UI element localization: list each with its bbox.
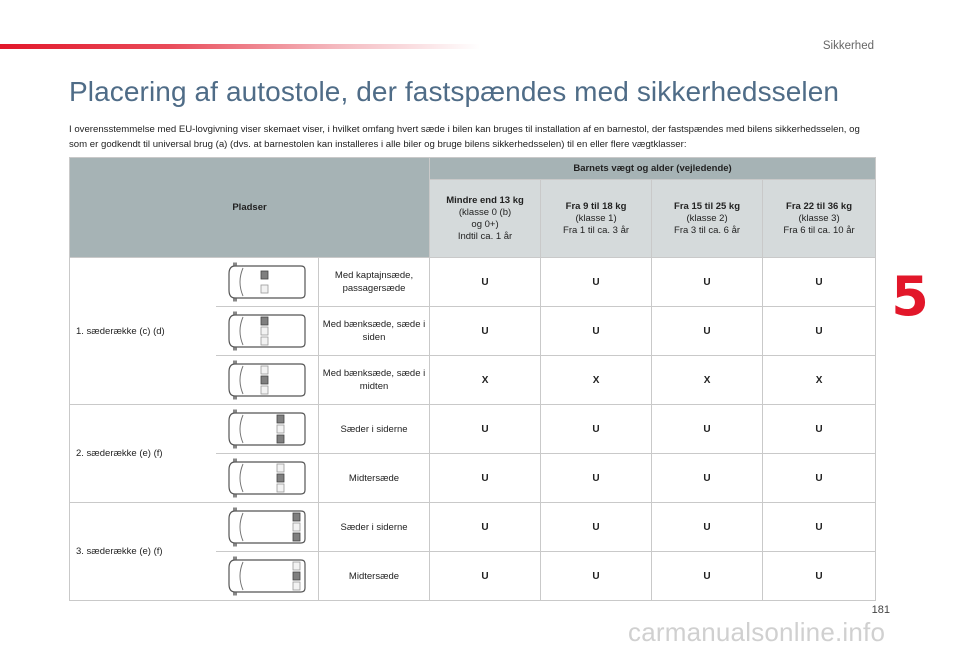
weight-class-header — [430, 180, 541, 258]
weight-class-detail: Indtil ca. 1 år — [457, 230, 513, 242]
seat-position: Sæder i siderne — [319, 405, 430, 454]
table-row — [70, 503, 876, 552]
page-number: 181 — [871, 604, 890, 616]
suitability-value: U — [430, 258, 541, 307]
car-diagram-cell — [216, 552, 319, 601]
suitability-value: U — [541, 454, 652, 503]
weight-class-range: Mindre end 13 kg — [446, 194, 524, 206]
watermark: carmanualsonline.info — [628, 617, 886, 647]
car-row1-bench-middle-icon — [227, 360, 307, 400]
suitability-value: U — [430, 552, 541, 601]
seat-row-label: 1. sæderække (c) (d) — [70, 258, 216, 405]
weight-class-range: Fra 9 til 18 kg — [565, 200, 627, 212]
weight-class-detail: Fra 3 til ca. 6 år — [674, 224, 741, 236]
page-title: Placering af autostole, der fastspændes med sikkerhedsselen — [69, 76, 840, 107]
car-row2-middle-icon — [227, 458, 307, 498]
weight-class-detail: Fra 6 til ca. 10 år — [783, 224, 855, 236]
suitability-value: U — [541, 552, 652, 601]
seat-position: Sæder i siderne — [319, 503, 430, 552]
suitability-value: U — [763, 307, 876, 356]
header-accent-bar — [0, 44, 480, 49]
weight-class-detail: (klasse 3) — [798, 212, 840, 224]
weight-class-detail: (klasse 1) — [575, 212, 617, 224]
weight-class-detail: og 0+) — [471, 218, 499, 230]
seat-position: Med bænksæde, sæde i siden — [319, 307, 430, 356]
car-row2-sides-icon — [227, 409, 307, 449]
car-row1-captain-seat-icon — [227, 262, 307, 302]
suitability-value: U — [652, 405, 763, 454]
suitability-value: U — [652, 454, 763, 503]
suitability-value: U — [541, 405, 652, 454]
seat-row-label: 3. sæderække (e) (f) — [70, 503, 216, 601]
suitability-value: U — [763, 503, 876, 552]
seats-header: Pladser — [70, 158, 430, 258]
weight-class-detail: Fra 1 til ca. 3 år — [563, 224, 630, 236]
seat-position: Med bænksæde, sæde i midten — [319, 356, 430, 405]
car-diagram-cell — [216, 454, 319, 503]
section-title: Sikkerhed — [822, 40, 874, 52]
weight-class-header — [652, 180, 763, 258]
intro-paragraph: I overensstemmelse med EU-lovgivning viser skemaet viser, i hvilket omfang hvert sæde i bilen kan bruges til installation af en barnestol, der fastspændes med bilens sikkerhedsselen, og som er godkendt til universal brug (a) (dvs. at barnestolen kan installeres i alle biler og bruge bilens sikkerhedsselen) til en eller flere vægtklasser: — [69, 124, 860, 150]
seat-position: Med kaptajnsæde, passagersæde — [319, 258, 430, 307]
suitability-value: X — [541, 356, 652, 405]
suitability-value: U — [652, 503, 763, 552]
car-row3-sides-icon — [227, 507, 307, 547]
suitability-value: U — [430, 454, 541, 503]
car-diagram-cell — [216, 307, 319, 356]
car-diagram-cell — [216, 356, 319, 405]
seat-position: Midtersæde — [319, 552, 430, 601]
suitability-value: U — [430, 503, 541, 552]
suitability-value: U — [763, 552, 876, 601]
suitability-value: U — [541, 307, 652, 356]
seat-row-label: 2. sæderække (e) (f) — [70, 405, 216, 503]
weight-class-range: Fra 22 til 36 kg — [786, 200, 853, 212]
suitability-value: U — [541, 258, 652, 307]
suitability-value: U — [652, 307, 763, 356]
car-diagram-cell — [216, 258, 319, 307]
weight-class-header — [541, 180, 652, 258]
suitability-value: X — [763, 356, 876, 405]
car-row3-middle-icon — [227, 556, 307, 596]
table-row — [70, 405, 876, 454]
child-seat-table — [69, 157, 876, 601]
weight-class-detail: (klasse 2) — [686, 212, 728, 224]
suitability-value: U — [763, 258, 876, 307]
table-row — [70, 258, 876, 307]
car-diagram-cell — [216, 405, 319, 454]
suitability-value: U — [763, 405, 876, 454]
suitability-value: X — [430, 356, 541, 405]
seat-position: Midtersæde — [319, 454, 430, 503]
weight-class-range: Fra 15 til 25 kg — [674, 200, 741, 212]
suitability-value: U — [652, 552, 763, 601]
chapter-number: 5 — [891, 265, 929, 328]
suitability-value: U — [763, 454, 876, 503]
suitability-value: U — [652, 258, 763, 307]
weight-class-detail: (klasse 0 (b) — [458, 206, 512, 218]
suitability-value: X — [652, 356, 763, 405]
weight-age-header: Barnets vægt og alder (vejledende) — [430, 158, 876, 180]
car-diagram-cell — [216, 503, 319, 552]
suitability-value: U — [430, 307, 541, 356]
suitability-value: U — [430, 405, 541, 454]
weight-class-header — [763, 180, 876, 258]
suitability-value: U — [541, 503, 652, 552]
car-row1-bench-side-icon — [227, 311, 307, 351]
